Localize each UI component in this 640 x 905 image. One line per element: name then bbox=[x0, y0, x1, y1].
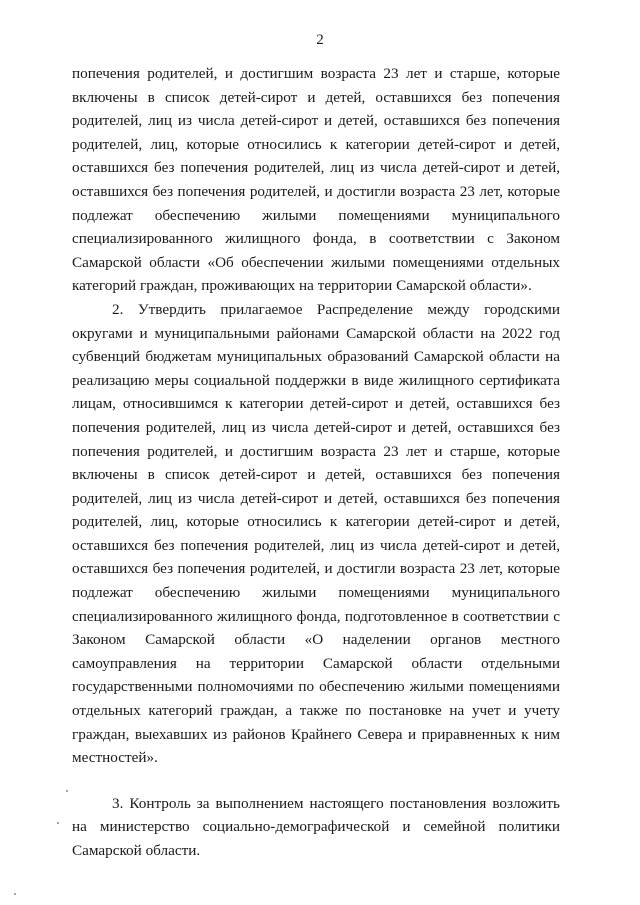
paragraph-continuation: попечения родителей, и достигшим возраста 23 лет и старше, которые включены в список детей-сирот и детей, оставшихся без попечения родителей, лиц из числа детей-сирот и детей, оставшихся без попечения родителей, лиц, которые относились к категории детей-сирот и детей, оставшихся без попечения родителей, лиц из числа детей-сирот и детей, оставшихся без попечения родителей, и достигли возраста 23 лет, которые подлежат обеспечению жилыми помещениями муниципального специализированного жилищного фонда, в соответствии с Законом Самарской области «Об обеспечении жилыми помещениями отдельных категорий граждан, проживающих на территории Самарской области». bbox=[72, 65, 560, 295]
document-body bbox=[72, 62, 560, 863]
scan-speck bbox=[57, 822, 59, 824]
paragraph-item-2: 2. Утвердить прилагаемое Распределение между городскими округами и муниципальными районами Самарской области на 2022 год субвенций бюджетам муниципальных образований Самарской области на реализацию меры социальной поддержки в виде жилищного сертификата лицам, относившимся к категории детей-сирот и детей, оставшихся без попечения родителей, лиц из числа детей-сирот и детей, оставшихся без попечения родителей, и достигшим возраста 23 лет и старше, которые включены в список детей-сирот и детей, оставшихся без попечения родителей, лиц из числа детей-сирот и детей, оставшихся без попечения родителей, лиц, которые относились к категории детей-сирот и детей, оставшихся без попечения родителей, лиц из числа детей-сирот и детей, оставшихся без попечения родителей, и достигли возраста 23 лет, которые подлежат обеспечению жилыми помещениями муниципального специализированного жилищного фонда, подготовленное в соответствии с Законом Самарской области «О наделении органов местного самоуправления на территории Самарской области отдельными государственными полномочиями по обеспечению жилыми помещениями отдельных категорий граждан, а также по постановке на учет и учету граждан, выехавших из районов Крайнего Севера и приравненных к ним местностей». bbox=[72, 300, 560, 767]
page-number: 2 bbox=[316, 32, 324, 48]
paragraph-item-3: 3. Контроль за выполнением настоящего постановления возложить на министерство социально-демографической и семейной политики Самарской области. bbox=[72, 794, 560, 859]
scan-speck bbox=[66, 790, 68, 792]
scan-speck bbox=[14, 893, 16, 895]
